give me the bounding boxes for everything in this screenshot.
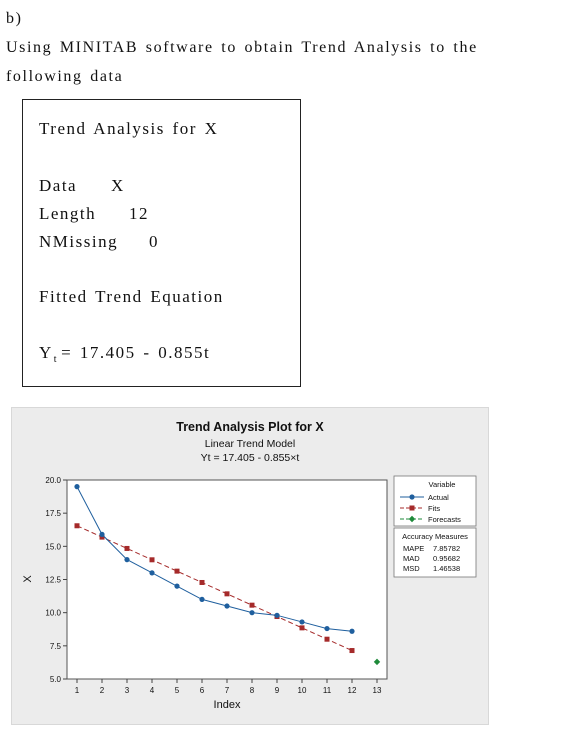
accuracy-value-msd: 1.46538 (433, 564, 461, 573)
legend-actual-marker (409, 494, 414, 499)
y-tick-label: 17.5 (45, 509, 61, 519)
fits-point (350, 648, 355, 653)
x-tick-label: 8 (249, 686, 255, 695)
x-tick-label: 2 (99, 686, 105, 695)
accuracy-title: Accuracy Measures (402, 532, 468, 541)
fits-point (200, 580, 205, 585)
actual-point (174, 584, 179, 589)
actual-point (349, 629, 354, 634)
y-tick-label: 7.5 (49, 641, 61, 651)
y-tick-label: 15.0 (45, 542, 61, 552)
fits-point (75, 523, 80, 528)
fits-point (125, 546, 130, 551)
accuracy-value-mad: 0.95682 (433, 554, 461, 563)
plot-subtitle: Linear Trend Model (204, 438, 296, 450)
fits-point (300, 625, 305, 630)
fitted-equation (39, 343, 210, 365)
data-value: X (111, 176, 125, 195)
fits-point (150, 557, 155, 562)
nmissing-value: 0 (149, 232, 159, 251)
fits-point (325, 637, 330, 642)
accuracy-label-mad: MAD (403, 554, 420, 563)
x-tick-label: 4 (149, 686, 155, 695)
equation-subscript: t (53, 354, 59, 365)
intro-line-2: following data (6, 68, 124, 85)
legend-fits-marker (410, 506, 415, 511)
fitted-heading: Fitted Trend Equation (39, 287, 224, 306)
trend-plot-frame (11, 407, 489, 725)
actual-point (299, 619, 304, 624)
y-tick-label: 20.0 (45, 476, 61, 485)
x-tick-label: 11 (322, 686, 332, 695)
legend-fits-label: Fits (428, 503, 441, 513)
nmissing-label: NMissing (39, 232, 119, 251)
plot-equation: Yt = 17.405 - 0.855×t (200, 452, 300, 464)
accuracy-label-mape: MAPE (403, 544, 425, 553)
x-tick-label: 12 (347, 686, 357, 695)
actual-point (199, 597, 204, 602)
data-row (39, 176, 125, 196)
length-row (39, 204, 149, 224)
legend-forecasts-label: Forecasts (428, 514, 461, 524)
actual-point (99, 532, 104, 537)
x-axis-label: Index (213, 699, 241, 711)
accuracy-value-mape: 7.85782 (433, 544, 461, 553)
actual-point (74, 484, 79, 489)
y-tick-label: 5.0 (49, 675, 61, 684)
legend-actual-label: Actual (428, 492, 449, 502)
intro-line-1: Using MINITAB software to obtain Trend Analysis to the (6, 39, 478, 56)
y-axis-label: X (22, 575, 34, 583)
accuracy-label-msd: MSD (403, 564, 420, 573)
output-title: Trend Analysis for X (39, 119, 219, 138)
legend-title: Variable (428, 480, 456, 489)
x-tick-label: 1 (74, 686, 80, 695)
x-tick-label: 10 (297, 686, 307, 695)
part-label: b) (6, 10, 23, 27)
x-tick-label: 5 (174, 686, 180, 695)
data-label: Data (39, 176, 78, 195)
x-tick-label: 9 (274, 686, 280, 695)
equation-rhs: = 17.405 - 0.855t (61, 343, 211, 362)
x-tick-label: 6 (199, 686, 205, 695)
length-label: Length (39, 204, 97, 223)
x-tick-label: 3 (124, 686, 130, 695)
actual-point (274, 613, 279, 618)
actual-point (149, 570, 154, 575)
actual-point (124, 557, 129, 562)
y-tick-label: 10.0 (45, 608, 61, 618)
actual-point (324, 626, 329, 631)
nmissing-row (39, 232, 159, 252)
plot-area (67, 480, 387, 679)
plot-title: Trend Analysis Plot for X (176, 420, 324, 434)
actual-point (224, 603, 229, 608)
y-tick-label: 12.5 (45, 575, 61, 585)
trend-plot (12, 408, 488, 724)
fits-point (175, 569, 180, 574)
fits-point (250, 603, 255, 608)
equation-lhs: Y (39, 343, 53, 362)
x-tick-label: 13 (372, 686, 382, 695)
fits-point (225, 591, 230, 596)
session-output-box (22, 99, 301, 387)
actual-point (249, 610, 254, 615)
length-value: 12 (129, 204, 149, 223)
x-tick-label: 7 (224, 686, 230, 695)
intro-text (6, 4, 478, 91)
